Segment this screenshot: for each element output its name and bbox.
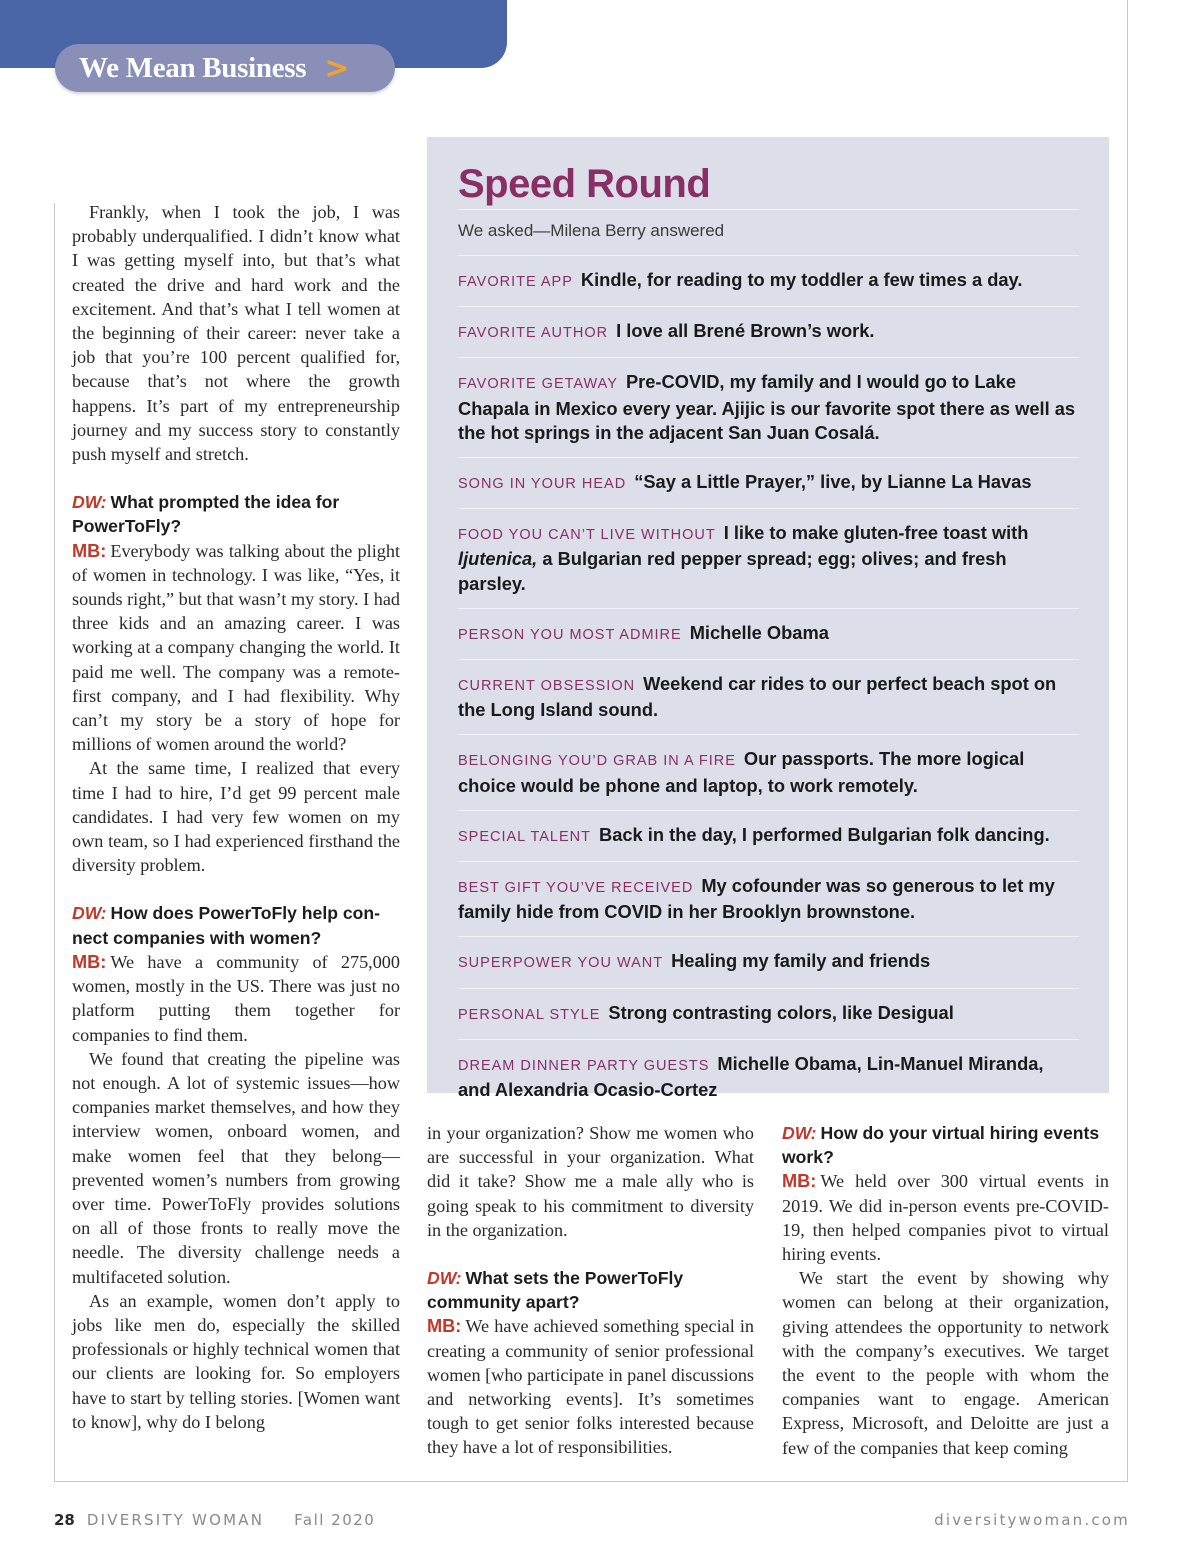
dw-label: DW: — [782, 1123, 817, 1143]
question-text: How do your virtual hiring events work? — [782, 1123, 1100, 1168]
answer — [72, 950, 400, 1047]
item-answer: Our passports. The more logical choice would be phone and laptop, to work remotely. — [458, 748, 1025, 796]
mb-label: MB: — [72, 540, 107, 561]
article-column-left — [72, 200, 400, 1434]
question-text: What prompted the idea for PowerToFly? — [72, 492, 340, 537]
item-label: SPECIAL TALENT — [458, 828, 591, 845]
issue-date: Fall 2020 — [294, 1511, 376, 1529]
item-label: CURRENT OBSESSION — [458, 678, 636, 695]
question — [72, 490, 400, 538]
dw-label: DW: — [72, 492, 107, 513]
frame-rule-bottom — [54, 1481, 1128, 1482]
speed-round-item — [458, 256, 1079, 306]
item-answer: Weekend car rides to our perfect beach spot on the Long Island sound. — [458, 673, 1057, 721]
answer-text: Everybody was talking about the plight of women in technology. I was like, “Yes, it sounds right,” but that wasn’t my story. I had three kids and an amazing career. I was working at a company changing the world. It paid me well. The company was a remote-first company, and I had flexibility. Why can’t my story be a story of hope for millions of women around the world? — [72, 540, 400, 755]
item-label: FAVORITE GETAWAY — [458, 376, 618, 393]
sidebar-intro: We asked—Milena Berry answered — [458, 221, 725, 240]
paragraph: At the same time, I realized that every time I had to hire, I’d get 99 percent male candidates. I had very few women on my own team, so I had experienced firsthand the diversity problem. — [72, 758, 400, 876]
item-answer-italic: ljutenica, — [458, 548, 538, 570]
frame-rule-left — [54, 203, 55, 1482]
magazine-name: DIVERSITY WOMAN — [86, 1511, 265, 1529]
speed-round-item — [458, 458, 1079, 508]
item-answer: Pre-COVID, my family and I would go to Lake Chapala in Mexico every year. Ajijic is our favorite spot there as well as the hot springs in the adjacent San Juan Cosalá. — [458, 371, 1076, 443]
question — [427, 1266, 754, 1314]
paragraph: We start the event by showing why women can belong at their organization, giving attendees the opportunity to network with the company’s executives. We target the event to the people with whom the companies want to engage. American Express, Microsoft, and Deloitte are just a few of the companies that keep coming — [782, 1268, 1109, 1458]
chevron-right-icon: > — [324, 50, 350, 86]
answer-text: We have a community of 275,000 women, mostly in the US. There was just no platform putting them together for companies to find them. — [72, 951, 400, 1045]
item-answer: I love all Brené Brown’s work. — [616, 320, 875, 342]
item-answer: My cofounder was so generous to let my family hide from COVID in her Brooklyn brownstone. — [458, 875, 1055, 923]
item-label: SONG IN YOUR HEAD — [458, 476, 627, 493]
footer-url: diversitywoman.com — [934, 1511, 1130, 1529]
answer — [72, 539, 400, 757]
item-answer: Healing my family and friends — [671, 950, 931, 972]
speed-round-item — [458, 307, 1079, 357]
speed-round-item — [458, 660, 1079, 734]
item-answer: Kindle, for reading to my toddler a few times a day. — [580, 269, 1023, 290]
paragraph: Frankly, when I took the job, I was probably underqualified. I didn’t know what I was getting myself into, but that’s what created the drive and hard work and the excitement. And that’s what I tell women at the beginning of their career: never take a job that you’re 100 percent qualified for, because that’s not where the growth happens. It’s part of my entrepreneurship journey and my success story to constantly push myself and stretch. — [72, 202, 400, 465]
section-label: We Mean Business — [79, 51, 307, 84]
question-text: How does PowerToFly help connect companies with women? — [72, 903, 380, 948]
item-answer: a Bulgarian red pepper spread; egg; olives; and fresh parsley. — [458, 548, 1007, 594]
question — [72, 901, 400, 949]
item-answer: Strong contrasting colors, like Desigual — [608, 1001, 954, 1023]
speed-round-item — [458, 1040, 1079, 1114]
answer-text: We held over 300 virtual events in 2019. We did in-person events pre-COVID-19, then helped companies pivot to virtual hiring events. — [782, 1171, 1109, 1265]
item-label: FAVORITE AUTHOR — [458, 325, 609, 342]
item-answer: “Say a Little Prayer,” live, by Lianne La Havas — [634, 471, 1032, 493]
frame-rule-right — [1127, 0, 1128, 1482]
item-label: DREAM DINNER PARTY GUESTS — [458, 1057, 710, 1074]
article-column-right — [782, 1121, 1109, 1460]
item-answer: Michelle Obama, Lin-Manuel Miranda, and Alexandria Ocasio-Cortez — [458, 1052, 1044, 1101]
mb-label: MB: — [72, 951, 107, 972]
speed-round-item — [458, 989, 1079, 1039]
dw-label: DW: — [427, 1268, 462, 1289]
answer — [782, 1169, 1109, 1266]
question-text: What sets the PowerToFly community apart? — [427, 1268, 684, 1313]
item-label: PERSONAL STYLE — [458, 1006, 601, 1023]
mb-label: MB: — [782, 1171, 817, 1192]
speed-round-item — [458, 735, 1079, 809]
item-label: FOOD YOU CAN’T LIVE WITHOUT — [458, 527, 716, 544]
speed-round-item — [458, 358, 1079, 457]
question — [782, 1121, 1109, 1169]
speed-round-item — [458, 811, 1079, 861]
page-number: 28 — [54, 1511, 75, 1529]
paragraph: We found that creating the pipeline was not enough. A lot of systemic issues—how companies market themselves, and how they interview women, onboard women, and make women feel that they belong—prevented women’s numbers from growing over time. PowerToFly provides solutions on all of those fronts to really move the needle. The diversity challenge needs a multifaceted solution. — [72, 1048, 400, 1287]
section-label-pill — [55, 44, 395, 92]
speed-round-item — [458, 609, 1079, 659]
speed-round-sidebar — [427, 137, 1109, 1101]
speed-round-item — [458, 862, 1079, 936]
item-answer: Michelle Obama — [689, 621, 829, 643]
footer-left — [54, 1511, 375, 1529]
speed-round-item — [458, 509, 1079, 608]
item-label: SUPERPOWER YOU WANT — [458, 955, 664, 972]
article-column-middle — [427, 1121, 754, 1460]
speed-round-item — [458, 937, 1079, 987]
answer — [427, 1314, 754, 1459]
mb-label: MB: — [427, 1316, 462, 1337]
dw-label: DW: — [72, 903, 107, 924]
paragraph: in your organization? Show me women who are successful in your organization. What did it take? Show me a male ally who is going speak to his commitment to diversity in the organization. — [427, 1123, 754, 1240]
item-answer: Back in the day, I performed Bulgarian folk dancing. — [599, 823, 1050, 845]
answer-text: We have achieved something special in creating a community of senior professional women [who participate in panel discussions and networking events]. It’s sometimes tough to get senior folks interested because they have a lot of responsibilities. — [427, 1316, 754, 1458]
sidebar-title: Speed Round — [458, 162, 711, 206]
item-label: PERSON YOU MOST ADMIRE — [458, 626, 682, 643]
item-label: BELONGING YOU’D GRAB IN A FIRE — [458, 753, 736, 770]
item-answer: I like to make gluten-free toast with — [723, 522, 1029, 544]
paragraph: As an example, women don’t apply to jobs like men do, especially the skilled professionals or highly technical women that our clients are looking for. So employers have to start by telling stories. [Women want to know], why do I belong — [72, 1290, 400, 1432]
item-label: FAVORITE APP — [458, 274, 573, 290]
item-label: BEST GIFT YOU’VE RECEIVED — [458, 880, 694, 897]
